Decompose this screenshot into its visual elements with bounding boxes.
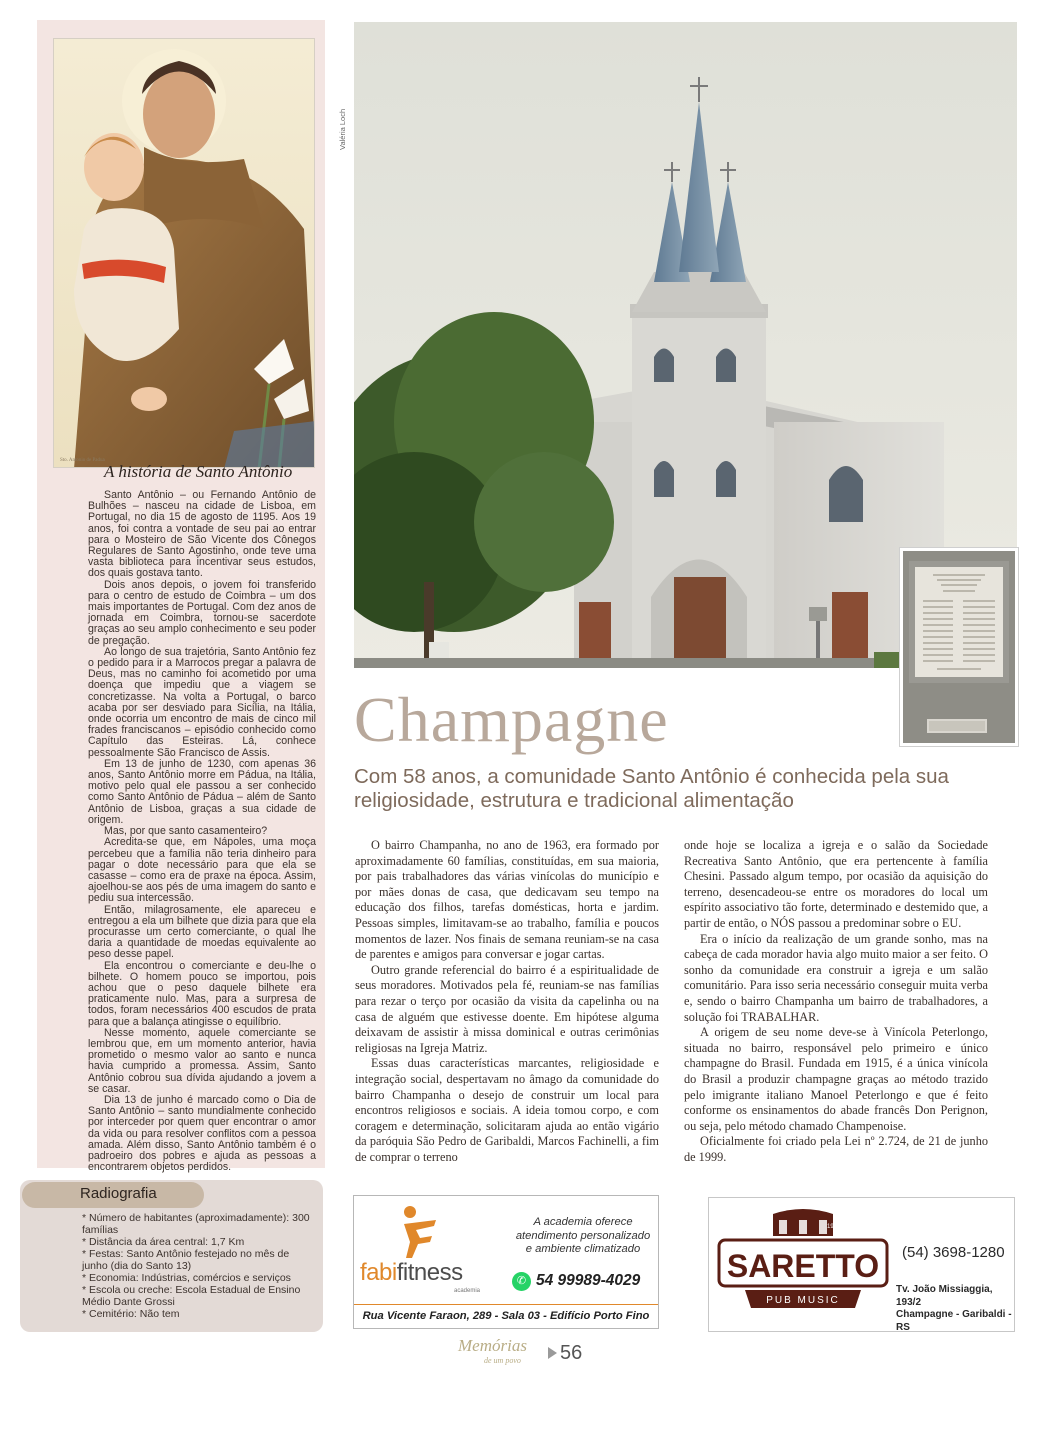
sidebar-paragraph: Ela encontrou o comerciante e deu-lhe o bilhete. O homem pouco se importou, pois achou que o peso daquele bilhete era praticamente nulo. Mas, para a surpresa de todos, foram necessários 400 escudos de prata para que a balança atingisse o equilíbrio.	[88, 959, 316, 1028]
radiografia-title: Radiografia	[80, 1185, 157, 1202]
fit-brand	[360, 1259, 463, 1287]
list-item: * Distância da área central: 1,7 Km	[82, 1236, 245, 1248]
saint-antony-illustration	[53, 38, 315, 468]
sidebar-paragraph: Dia 13 de junho é marcado como o Dia de Santo Antônio – santo mundialmente conhecido por interceder por quem quer encontrar o amor da vida ou para resolver conflitos com a pessoa amada. Além disso, Santo Antônio também é o padroeiro dos pobres e ajuda as pessoas a encontrarem objetos perdidos.	[88, 1093, 316, 1174]
saretto-brand: SARETTO	[726, 1248, 880, 1284]
list-item: * Cemitério: Não tem	[82, 1308, 180, 1320]
saretto-logo	[715, 1206, 891, 1324]
saretto-ad[interactable]	[708, 1197, 1015, 1332]
sidebar-paragraph: Dois anos depois, o jovem foi transferido para o centro de estudo de Coimbra – um dos mais importantes de Portugal. Com dez anos de jornada em Coimbra, tornou-se sacerdote graças ao seu amplo conhecimento e seu poder de pregação.	[88, 578, 316, 647]
sidebar-paragraph: Acredita-se que, em Nápoles, uma moça percebeu que a família não teria dinheiro para pagar o dote necessário para que ela se casasse – como era de praxe na época. Assim, ajoelhou-se aos pés de uma imagem do santo e pediu sua intercessão.	[88, 836, 316, 905]
article-column-2	[684, 838, 988, 1165]
photo-credit: Valéria Loch	[338, 108, 347, 150]
saretto-address-line2: Champagne - Garibaldi -RS	[896, 1309, 1012, 1333]
fit-address-bar	[354, 1304, 658, 1328]
saretto-sub: PUB MUSIC	[766, 1295, 840, 1306]
list-item: * Economia: Indústrias, comércios e serviços	[82, 1272, 291, 1284]
fit-phone[interactable]: 54 99989-4029	[536, 1272, 641, 1289]
article-paragraph: O bairro Champanha, no ano de 1963, era formado por aproximadamente 60 famílias, constituídas, em sua maioria, por pais trabalhadores das várias vinícolas do município e por mães donas de casa, que dedicavam seu tempo na educação dos filhos, tarefas domésticas, horta e jardim. Pessoas simples, limitavam-se ao trabalho, família e poucos momentos de lazer. Nos finais de semana reuniam-se na casa de parentes e amigos para conversar e jogar cartas.	[355, 838, 659, 962]
saretto-address-line1: Tv. João Missiaggia, 193/2	[896, 1284, 993, 1308]
fabi-fitness-ad[interactable]	[353, 1195, 659, 1329]
article-paragraph: onde hoje se localiza a igreja e o salão da Sociedade Recreativa Santo Antônio, que era pertencente à família Chesini. Passado algum tempo, por ocasião da aquisição do terreno, desencadeou-se entre os moradores do local um espírito associativo tão forte, determinado e destemido que, a partir de então, o NÓS passou a predominar sobre o EU.	[684, 838, 988, 930]
fit-tagline: A academia oferece atendimento personalizado e ambiente climatizado	[515, 1216, 651, 1255]
list-item: * Escola ou creche: Escola Estadual de Ensino Médio Dante Grossi	[82, 1284, 301, 1308]
article-paragraph: Outro grande referencial do bairro é a espiritualidade de seus moradores. Motivados pela fé, reuniam-se nas famílias para rezar o terço por ocasião da visita da capelinha ou na casa de alguém que estivesse doente. Em hipótese alguma deixavam de assistir à missa dominical e outras cerimônias religiosas na Igreja Matriz.	[355, 962, 659, 1055]
page-number: 56	[560, 1342, 583, 1364]
article-subheadline: Com 58 anos, a comunidade Santo Antônio é conhecida pela sua religiosidade, estrutura e tradicional alimentação	[354, 765, 949, 812]
article-column-1	[355, 838, 659, 1165]
fit-brand-b: fitness	[396, 1259, 463, 1286]
saretto-badge-left: EST	[759, 1224, 771, 1230]
page-arrow-icon	[548, 1347, 557, 1359]
sidebar-paragraph: Ao longo de sua trajetória, Santo Antônio fez o pedido para ir a Marrocos pregar a palavra de Deus, mas no caminho foi acometido por uma doença que impediu que a viagem se concretizasse. Na volta a Portugal, o barco acaba por ser desviado para Sicília, na Itália, onde ocorria um encontro de mais de cinco mil frades franciscanos – episódio conhecido como Capítulo das Esteiras. Lá, conhece pessoalmente São Francisco de Assis.	[88, 645, 316, 759]
footer-brand-sub: de um povo	[484, 1356, 521, 1365]
whatsapp-icon: ✆	[512, 1272, 531, 1291]
fitness-figure-icon	[398, 1204, 442, 1258]
saretto-address	[896, 1284, 1014, 1334]
footer-brand: Memórias	[458, 1336, 527, 1355]
sidebar-paragraph: Em 13 de junho de 1230, com apenas 36 anos, Santo Antônio morre em Pádua, na Itália, motivo pelo qual ele passou a ser conhecido como Santo Antônio de Pádua – além de Santo Antônio de Lisboa, graças a sua cidade de origem.	[88, 757, 316, 826]
fit-brand-sub: academia	[454, 1288, 481, 1294]
sidebar-paragraph: Então, milagrosamente, ele apareceu e entregou a ela um bilhete que dizia para que ela procurasse um certo comerciante, o qual lhe daria a quantidade de moedas equivalente ao peso desse papel.	[88, 903, 316, 961]
list-item: * Número de habitantes (aproximadamente): 300 famílias	[82, 1212, 310, 1236]
list-item: * Festas: Santo Antônio festejado no mês de junho (dia do Santo 13)	[82, 1248, 290, 1272]
fit-address: Rua Vicente Faraon, 289 - Sala 03 - Edifício Porto Fino	[362, 1310, 650, 1322]
article-headline: Champagne	[354, 684, 669, 755]
radiografia-list	[82, 1212, 314, 1320]
memorial-plaque-photo	[900, 548, 1018, 746]
sidebar-title: A história de Santo Antônio	[104, 462, 293, 481]
fit-brand-a: fabi	[360, 1259, 397, 1286]
article-paragraph: A origem de seu nome deve-se à Vinícola Peterlongo, situada no bairro, responsável pelo primeiro e único champagne do Brasil. Fundada em 1915, é a única vinícola do Brasil a produzir champagne graças ao método trazido pelo imigrante italiano Manoel Peterlongo e que é feito conforme os ensinamentos do abade francês Don Perignon, ou seja, pelo método chamado Champenoise.	[684, 1025, 988, 1133]
article-paragraph: Oficialmente foi criado pela Lei nº 2.724, de 21 de junho de 1999.	[684, 1134, 988, 1164]
saretto-phone[interactable]: (54) 3698-1280	[902, 1244, 1005, 1261]
saretto-badge-right: 1990	[827, 1224, 841, 1230]
saint-caption: Sto. Antonio de Padua	[60, 458, 105, 463]
sidebar-paragraph: Mas, por que santo casamenteiro?	[104, 825, 268, 838]
article-paragraph: Essas duas características marcantes, religiosidade e integração social, despertavam no âmago da comunidade do bairro Champanha o desejo de construir um local para encontros religiosos e sociais. A ideia tomou corpo, e com coragem e determinação, solicitaram ajuda ao então vigário da paróquia São Pedro de Garibaldi, Marcos Fachinelli, a fim de comprar o terreno	[355, 1056, 659, 1164]
sidebar-body	[88, 490, 316, 1173]
sidebar-paragraph: Santo Antônio – ou Fernando Antônio de Bulhões – nasceu na cidade de Lisboa, em Portugal, no dia 15 de agosto de 1195. Aos 19 anos, foi contra a vontade de seu pai ao entrar para o Mosteiro de São Vicente dos Cônegos Regulares de Santo Agostinho, onde teve uma vasta biblioteca para incentivar seus estudos, dos quais gostava tanto.	[88, 489, 316, 580]
article-paragraph: Era o início da realização de um grande sonho, mas na cabeça de cada morador havia algo muito maior a ser feito. O sonho da comunidade era construir a igreja e um salão comunitário. Para isso seria necessário conseguir muita verba e, sendo o bairro Champanha um bairro de trabalhadores, a solução foi TRABALHAR.	[684, 931, 988, 1024]
sidebar-paragraph: Nesse momento, aquele comerciante se lembrou que, em um momento anterior, havia prometido o mesmo valor ao santo e nunca havia cumprido a promessa. Assim, Santo Antônio cobrou sua dívida ajudando a jovem a se casar.	[88, 1026, 316, 1095]
